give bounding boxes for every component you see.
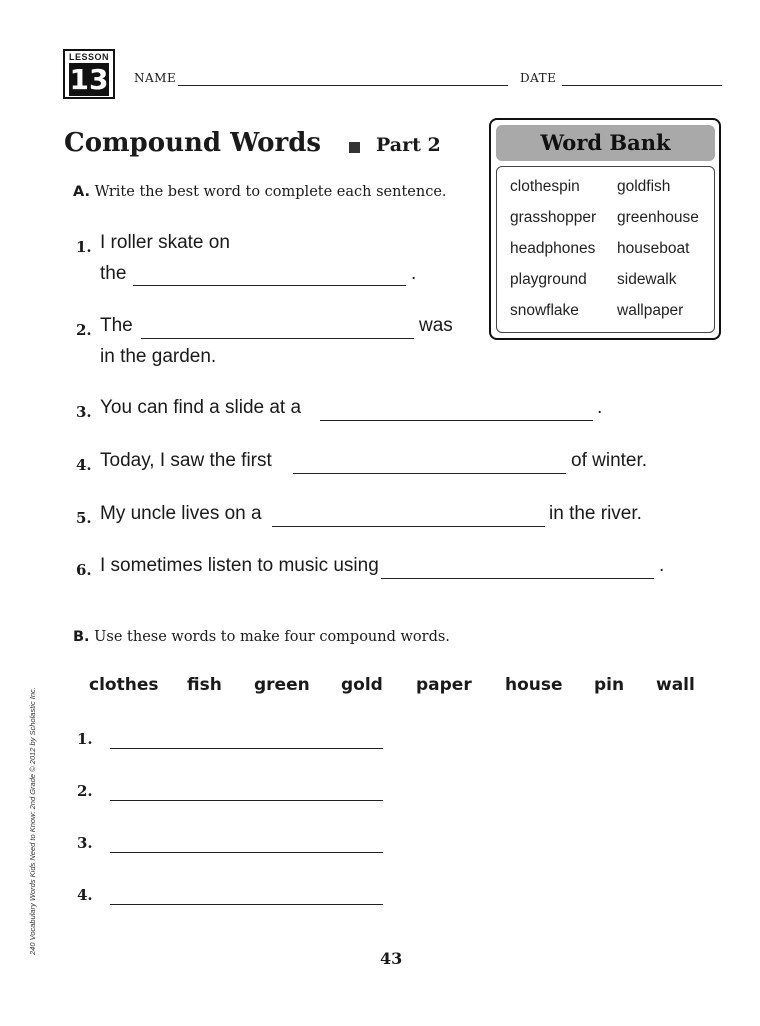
part-a-instruction [73,184,447,200]
date-line[interactable] [562,85,722,86]
question-text: in the river. [549,503,642,524]
name-line[interactable] [178,85,508,86]
part-b-label: B. [73,629,90,645]
lesson-number: 13 [69,63,109,96]
answer-blank[interactable] [110,852,383,853]
page-number: 43 [380,949,403,968]
word-bank-item: playground [510,271,587,288]
word-bank-item: headphones [510,240,596,257]
answer-blank[interactable] [381,578,654,579]
part-b-word: green [254,675,310,695]
answer-blank[interactable] [272,526,545,527]
question-text: was [419,315,453,336]
answer-number: 1. [77,730,93,748]
answer-blank[interactable] [320,420,593,421]
word-bank-item: clothespin [510,178,580,195]
question-number: 5. [76,509,92,527]
question-text: . [411,263,417,284]
word-bank-item: greenhouse [617,209,699,226]
answer-blank[interactable] [293,473,566,474]
part-b-word: gold [341,675,383,695]
answer-number: 4. [77,886,93,904]
question-text: You can find a slide at a [100,397,302,418]
part-b-word: wall [656,675,695,695]
part-b-instruction-text: Use these words to make four compound words. [94,629,450,645]
question-text: . [597,397,603,418]
lesson-label: LESSON [68,52,109,62]
question-number: 3. [76,403,92,421]
answer-blank[interactable] [133,285,406,286]
question-number: 4. [76,456,92,474]
question-text: Today, I saw the first [100,450,272,471]
question-text: of winter. [571,450,648,471]
answer-number: 3. [77,834,93,852]
part-a-instruction-text: Write the best word to complete each sentence. [94,184,447,200]
question-text: the [100,263,127,284]
answer-blank[interactable] [110,904,383,905]
word-bank-item: snowflake [510,302,579,319]
word-bank-item: houseboat [617,240,690,257]
part-b-instruction [73,629,450,645]
question-text: The [100,315,133,336]
word-bank-item: grasshopper [510,209,597,226]
question-text: in the garden. [100,346,217,367]
word-bank-item: goldfish [617,178,671,195]
part-b-word: pin [594,675,625,695]
part-b-word: fish [187,675,222,695]
question-number: 1. [76,238,92,256]
question-number: 2. [76,321,92,339]
question-number: 6. [76,561,92,579]
copyright-credit: 240 Vocabulary Words Kids Need to Know: 2nd Grade © 2012 by Scholastic Inc. [28,687,37,955]
date-label: DATE [520,71,557,85]
part-b-word: paper [416,675,472,695]
answer-blank[interactable] [141,338,414,339]
word-bank-title: Word Bank [496,125,715,161]
page-title: Compound Words [64,128,322,158]
word-bank-item: wallpaper [617,302,684,319]
answer-number: 2. [77,782,93,800]
part-b-word: clothes [89,675,159,695]
lesson-badge [63,49,115,99]
question-text: . [659,555,665,576]
word-bank-item: sidewalk [617,271,677,288]
name-label: NAME [134,71,177,85]
part-a-label: A. [73,184,90,200]
part-b-word: house [505,675,563,695]
question-text: I sometimes listen to music using [100,555,379,576]
answer-blank[interactable] [110,748,383,749]
question-text: My uncle lives on a [100,503,262,524]
page-subtitle: Part 2 [376,134,441,156]
title-separator-square [349,142,360,153]
answer-blank[interactable] [110,800,383,801]
question-text: I roller skate on [100,232,230,253]
